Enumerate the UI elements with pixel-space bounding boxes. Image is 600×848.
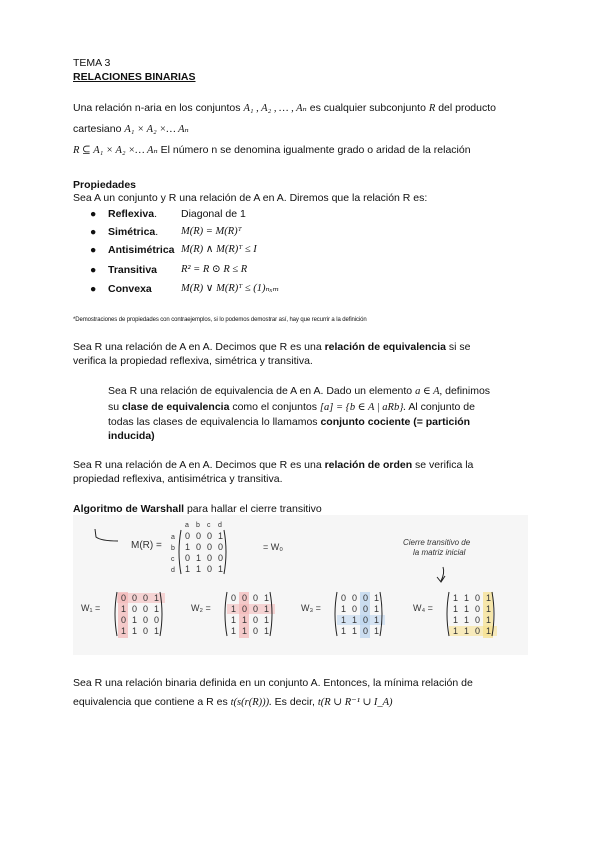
m-label: M(R) = — [131, 540, 162, 551]
w4-cell: 1 — [486, 615, 492, 625]
intro-R: R — [428, 103, 436, 114]
w0-label: = W₀ — [263, 542, 283, 552]
w4-cell: 0 — [475, 626, 481, 636]
w3-cell: 1 — [374, 626, 380, 636]
intro-sets: A₁ , A₂ , … , Aₙ — [243, 103, 307, 114]
class-text: Sea R una relación de equivalencia de A en A. Dado un elemento — [108, 385, 413, 397]
w2-cell: 0 — [253, 593, 259, 603]
w2-cell: 0 — [253, 626, 259, 636]
w1-cell: 1 — [154, 593, 160, 603]
warshall-figure — [73, 515, 528, 655]
row-label: d — [171, 567, 175, 574]
w1-cell: 0 — [143, 604, 149, 614]
w2-cell: 0 — [253, 615, 259, 625]
class-formula: a ∈ A, — [415, 386, 443, 397]
m-cell: 0 — [196, 531, 202, 541]
class-line-4: inducida) — [108, 430, 155, 442]
m-cell: 1 — [185, 542, 191, 552]
property-item: ● Antisimétrica — [90, 244, 175, 256]
row-label: c — [171, 556, 175, 563]
page-title: RELACIONES BINARIAS — [73, 71, 196, 83]
property-item: ● Reflexiva. — [90, 208, 158, 220]
col-label: d — [218, 522, 222, 529]
order-text: Sea R una relación de A en A. Decimos que R es una — [73, 459, 322, 471]
w2-cell: 1 — [264, 615, 270, 625]
closing-line-1: Sea R una relación binaria definida en un conjunto A. Entonces, la mínima relación de — [73, 677, 473, 689]
w4-cell: 1 — [453, 615, 459, 625]
property-item: ● Simétrica. — [90, 226, 159, 238]
property-formula: M(R) = M(R)ᵀ — [181, 226, 242, 237]
intro-line-2 — [73, 122, 189, 137]
note-line-2: la matriz inicial — [413, 548, 466, 557]
warshall-heading: Algoritmo de Warshall — [73, 503, 185, 515]
closing-formula: t(s(r(R))). — [230, 697, 272, 708]
w4-cell: 1 — [486, 604, 492, 614]
class-line-3 — [108, 415, 470, 429]
w1-cell: 1 — [132, 626, 138, 636]
w2-cell: 1 — [231, 615, 237, 625]
col-label: c — [207, 522, 211, 529]
equivalence-term: relación de equivalencia — [324, 341, 446, 353]
w2-cell: 0 — [242, 593, 248, 603]
w4-cell: 1 — [453, 604, 459, 614]
w2-cell: 1 — [264, 604, 270, 614]
w3-cell: 0 — [341, 593, 347, 603]
m-cell: 0 — [218, 542, 224, 552]
m-cell: 1 — [196, 553, 202, 563]
w3-cell: 0 — [363, 604, 369, 614]
class-line-1 — [108, 384, 490, 399]
w3-cell: 1 — [374, 615, 380, 625]
m-cell: 0 — [196, 542, 202, 552]
properties-intro: Sea A un conjunto y R una relación de A en A. Diremos que la relación R es: — [73, 192, 428, 204]
intro-formula: R ⊆ A₁ × A₂ ×… Aₙ — [73, 145, 158, 156]
w1-cell: 0 — [154, 615, 160, 625]
m-cell: 0 — [207, 531, 213, 541]
intro-cartesian: cartesiano — [73, 123, 122, 135]
w-label: W₄ = — [413, 603, 433, 613]
w4-cell: 1 — [486, 593, 492, 603]
row-label: a — [171, 534, 175, 541]
property-name: Convexa — [108, 283, 152, 295]
property-suffix: . — [155, 226, 159, 238]
w1-cell: 0 — [143, 593, 149, 603]
w3-cell: 0 — [352, 604, 358, 614]
order-text-post: se verifica la — [415, 459, 474, 471]
w3-cell: 1 — [374, 593, 380, 603]
w4-cell: 1 — [453, 626, 459, 636]
m-cell: 0 — [207, 542, 213, 552]
w-label: W₃ = — [301, 603, 321, 613]
w3-cell: 0 — [352, 593, 358, 603]
m-cell: 0 — [185, 531, 191, 541]
intro-text-2: es cualquier subconjunto — [309, 102, 426, 114]
w1-cell: 0 — [121, 615, 127, 625]
w-label: W₁ = — [81, 603, 101, 613]
equivalence-line-1 — [73, 340, 471, 354]
closing-text-mid: Es decir, — [274, 696, 315, 708]
col-label: a — [185, 522, 189, 529]
w4-cell: 1 — [464, 593, 470, 603]
closing-line-2 — [73, 695, 393, 710]
w3-cell: 1 — [341, 626, 347, 636]
order-line-2: propiedad reflexiva, antisimétrica y transitiva. — [73, 473, 283, 485]
closing-formula-2: t(R ∪ R⁻¹ ∪ I_A) — [317, 697, 393, 708]
w3-cell: 0 — [363, 615, 369, 625]
property-formula: M(R) ∧ M(R)ᵀ ≤ I — [181, 244, 257, 255]
warshall-subheading: para hallar el cierre transitivo — [186, 503, 322, 515]
intro-product: A₁ × A₂ ×… Aₙ — [124, 124, 189, 135]
w1-cell: 1 — [121, 604, 127, 614]
m-cell: 0 — [185, 553, 191, 563]
intro-text: Una relación n-aria en los conjuntos — [73, 102, 241, 114]
w4-cell: 1 — [486, 626, 492, 636]
quotient-set-term: conjunto cociente (= partición — [320, 416, 471, 428]
order-line-1 — [73, 458, 473, 472]
m-cell: 1 — [185, 564, 191, 574]
w4-cell: 0 — [475, 593, 481, 603]
w1-cell: 1 — [132, 615, 138, 625]
class-text: todas las clases de equivalencia lo llamamos — [108, 416, 318, 428]
w2-cell: 1 — [231, 626, 237, 636]
w3-cell: 0 — [363, 593, 369, 603]
w4-cell: 1 — [464, 604, 470, 614]
w2-cell: 1 — [242, 615, 248, 625]
equivalence-text-post: si se — [448, 341, 471, 353]
equivalence-line-2: verifica la propiedad reflexiva, simétrica y transitiva. — [73, 355, 313, 367]
property-name: Reflexiva — [108, 208, 155, 220]
m-cell: 0 — [218, 553, 224, 563]
w2-cell: 0 — [253, 604, 259, 614]
note-line-1: Cierre transitivo de — [403, 538, 471, 547]
w4-cell: 0 — [475, 615, 481, 625]
w-label: W₂ = — [191, 603, 211, 613]
intro-line-1 — [73, 101, 496, 116]
property-formula: R² = R ⊙ R ≤ R — [181, 264, 248, 275]
class-text-post: definimos — [445, 385, 491, 397]
m-cell: 1 — [218, 564, 224, 574]
w2-cell: 1 — [231, 604, 237, 614]
w4-cell: 1 — [464, 615, 470, 625]
w2-cell: 0 — [231, 593, 237, 603]
w1-cell: 0 — [132, 593, 138, 603]
w3-cell: 0 — [363, 626, 369, 636]
w2-cell: 1 — [264, 593, 270, 603]
class-text: su — [108, 401, 120, 413]
property-suffix: . — [154, 208, 158, 220]
equivalence-text: Sea R una relación de A en A. Decimos que R es una — [73, 341, 322, 353]
class-text-post: Al conjunto de — [408, 401, 475, 413]
w1-cell: 0 — [121, 593, 127, 603]
tema-label: TEMA 3 — [73, 57, 111, 69]
properties-heading: Propiedades — [73, 179, 137, 191]
order-term: relación de orden — [324, 459, 413, 471]
w1-cell: 0 — [143, 615, 149, 625]
properties-footnote: *Demostraciones de propiedades con contraejemplos, si lo podemos demostrar así, hay que recurrir a la definición — [73, 317, 367, 323]
w3-cell: 1 — [352, 626, 358, 636]
m-cell: 1 — [218, 531, 224, 541]
m-cell: 0 — [207, 553, 213, 563]
row-label: b — [171, 545, 175, 552]
m-cell: 1 — [196, 564, 202, 574]
col-label: b — [196, 522, 200, 529]
w2-cell: 0 — [242, 604, 248, 614]
w1-cell: 1 — [121, 626, 127, 636]
w2-cell: 1 — [264, 626, 270, 636]
class-term: clase de equivalencia — [122, 401, 230, 413]
property-name: Transitiva — [108, 264, 158, 276]
w4-cell: 1 — [453, 593, 459, 603]
m-cell: 0 — [207, 564, 213, 574]
property-item: ● Transitiva — [90, 264, 158, 276]
w3-cell: 1 — [341, 604, 347, 614]
w4-cell: 1 — [464, 626, 470, 636]
w3-cell: 1 — [374, 604, 380, 614]
w1-cell: 0 — [132, 604, 138, 614]
class-text-mid: como el conjuntos — [232, 401, 317, 413]
class-formula: [a] = {b ∈ A | aRb}. — [319, 402, 407, 413]
property-item: ● Convexa — [90, 283, 152, 295]
property-formula: M(R) ∨ M(R)ᵀ ≤ (1)ₙₓₘ — [181, 283, 280, 294]
closing-text: equivalencia que contiene a R es — [73, 696, 228, 708]
warshall-heading-line — [73, 502, 322, 516]
w1-cell: 0 — [143, 626, 149, 636]
w4-cell: 0 — [475, 604, 481, 614]
class-line-2 — [108, 400, 475, 415]
w2-cell: 1 — [242, 626, 248, 636]
intro-line-3 — [73, 143, 471, 158]
w1-cell: 1 — [154, 604, 160, 614]
w3-cell: 1 — [352, 615, 358, 625]
w3-cell: 1 — [341, 615, 347, 625]
property-name: Antisimétrica — [108, 244, 175, 256]
property-formula: Diagonal de 1 — [181, 208, 246, 220]
intro-text-3: del producto — [438, 102, 496, 114]
w1-cell: 1 — [154, 626, 160, 636]
property-name: Simétrica — [108, 226, 156, 238]
intro-degree-text: El número n se denomina igualmente grado o aridad de la relación — [160, 144, 471, 156]
